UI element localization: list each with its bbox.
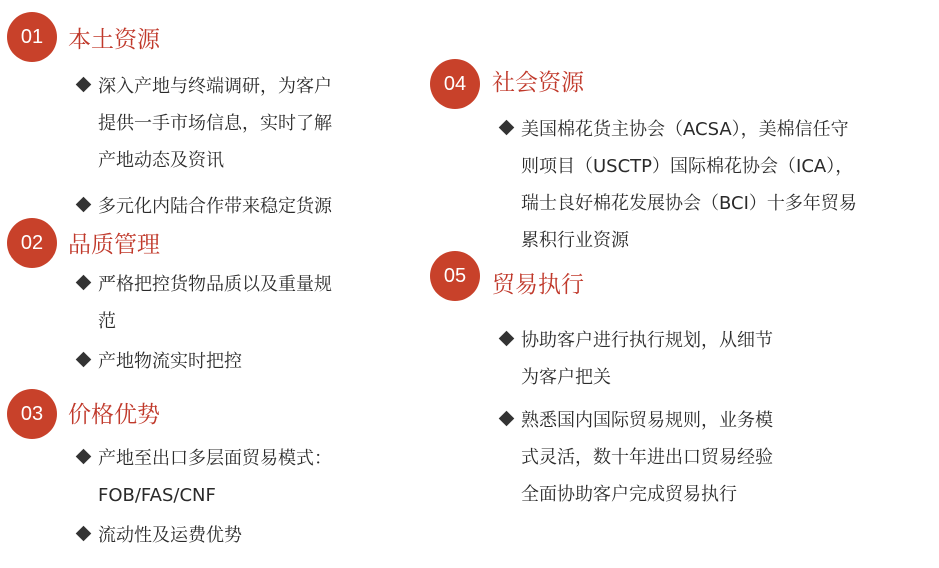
section-title: 品质管理: [68, 232, 160, 258]
bullet-item: [78, 188, 332, 225]
section-title: 本土资源: [68, 27, 160, 53]
bullet-text: 范: [98, 311, 116, 332]
section-number-badge: 03: [7, 389, 57, 439]
diamond-bullet-icon: [76, 526, 92, 542]
section-number-badge: 04: [430, 59, 480, 109]
bullet-item: [78, 440, 332, 514]
bullet-text: 流动性及运费优势: [98, 525, 242, 546]
diamond-bullet-icon: [499, 411, 515, 427]
bullet-text: 深入产地与终端调研，为客户: [98, 76, 332, 97]
diamond-bullet-icon: [76, 77, 92, 93]
bullet-text: 协助客户进行执行规划，从细节: [521, 330, 773, 351]
diamond-bullet-icon: [76, 352, 92, 368]
bullet-text: 累积行业资源: [521, 230, 629, 251]
bullet-item: [78, 266, 332, 340]
bullet-text: 美国棉花货主协会（ACSA），美棉信任守: [521, 119, 849, 140]
bullet-item: [501, 402, 773, 513]
section-number-badge: 05: [430, 251, 480, 301]
bullet-text: 瑞士良好棉花发展协会（BCI）十多年贸易: [521, 193, 857, 214]
bullet-text: 为客户把关: [521, 367, 611, 388]
diamond-bullet-icon: [76, 275, 92, 291]
bullet-item: [78, 343, 242, 380]
bullet-text: 产地物流实时把控: [98, 351, 242, 372]
section-title: 价格优势: [68, 402, 160, 428]
bullet-text: 产地动态及资讯: [98, 150, 224, 171]
bullet-text: FOB/FAS/CNF: [98, 485, 216, 506]
bullet-text: 严格把控货物品质以及重量规: [98, 274, 332, 295]
section-number-badge: 02: [7, 218, 57, 268]
bullet-text: 多元化内陆合作带来稳定货源: [98, 196, 332, 217]
bullet-text: 式灵活，数十年进出口贸易经验: [521, 447, 773, 468]
diamond-bullet-icon: [76, 197, 92, 213]
section-number-badge: 01: [7, 12, 57, 62]
bullet-text: 熟悉国内国际贸易规则，业务模: [521, 410, 773, 431]
diamond-bullet-icon: [499, 120, 515, 136]
bullet-item: [78, 517, 242, 554]
bullet-item: [501, 322, 773, 396]
bullet-text: 则项目（USCTP）国际棉花协会（ICA），: [521, 156, 854, 177]
bullet-text: 产地至出口多层面贸易模式：: [98, 448, 332, 469]
diamond-bullet-icon: [499, 331, 515, 347]
bullet-item: [501, 111, 857, 259]
section-title: 社会资源: [492, 70, 584, 96]
section-title: 贸易执行: [492, 272, 584, 298]
bullet-item: [78, 68, 332, 179]
bullet-text: 全面协助客户完成贸易执行: [521, 484, 737, 505]
diamond-bullet-icon: [76, 449, 92, 465]
bullet-text: 提供一手市场信息，实时了解: [98, 113, 332, 134]
